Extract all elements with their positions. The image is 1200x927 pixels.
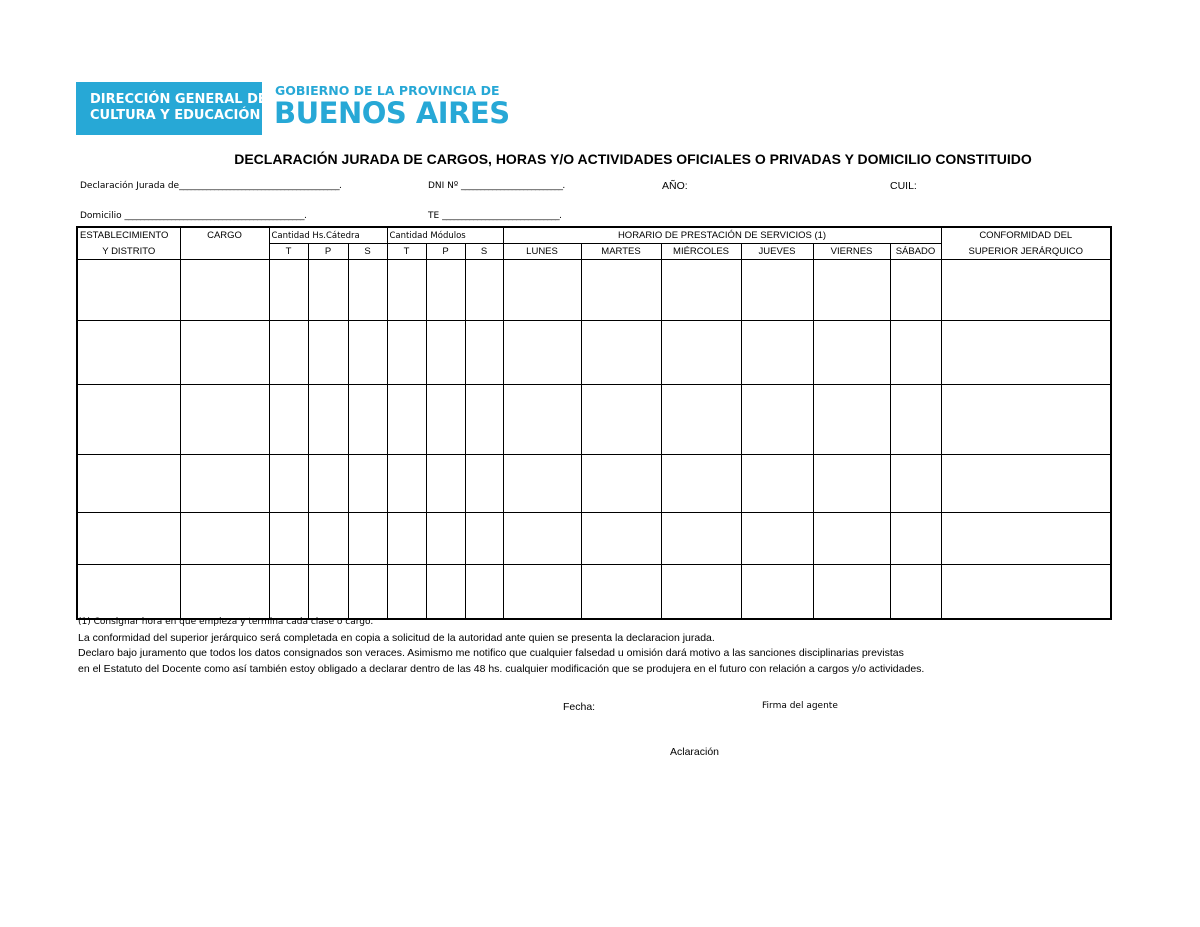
firma-label: Firma del agente <box>762 701 838 711</box>
cell-lunes[interactable] <box>503 513 581 565</box>
cell-martes[interactable] <box>581 260 661 321</box>
cell-hs-s[interactable] <box>348 321 387 385</box>
note-line-2: Declaro bajo juramento que todos los datos consignados son veraces. Asimismo me notifico que cualquier falsedad u omisión dará motivo a las sanciones disciplinarias previstas <box>78 647 904 659</box>
page-title: DECLARACIÓN JURADA DE CARGOS, HORAS Y/O ACTIVIDADES OFICIALES O PRIVADAS Y DOMICILIO CONSTITUIDO <box>234 151 1032 167</box>
cell-cargo[interactable] <box>180 385 269 455</box>
cell-hs-p[interactable] <box>308 321 348 385</box>
cell-hs-t[interactable] <box>269 260 308 321</box>
cell-mod-t[interactable] <box>387 565 426 620</box>
cell-jueves[interactable] <box>741 385 813 455</box>
cell-establecimiento[interactable] <box>77 565 180 620</box>
cell-lunes[interactable] <box>503 385 581 455</box>
header-row-2 <box>77 244 1111 260</box>
day-sabado: SÁBADO <box>890 244 941 260</box>
declaracion-field[interactable] <box>80 181 341 191</box>
col-horario: HORARIO DE PRESTACIÓN DE SERVICIOS (1) <box>503 227 941 244</box>
cell-martes[interactable] <box>581 565 661 620</box>
day-miercoles: MIÉRCOLES <box>661 244 741 260</box>
cell-mod-p[interactable] <box>426 513 465 565</box>
cell-viernes[interactable] <box>813 321 890 385</box>
table-row <box>77 385 1111 455</box>
cell-miercoles[interactable] <box>661 513 741 565</box>
cell-mod-s[interactable] <box>465 260 503 321</box>
cell-lunes[interactable] <box>503 565 581 620</box>
cell-jueves[interactable] <box>741 513 813 565</box>
day-jueves: JUEVES <box>741 244 813 260</box>
cell-viernes[interactable] <box>813 385 890 455</box>
sub-mod-p: P <box>426 244 465 260</box>
cell-mod-s[interactable] <box>465 513 503 565</box>
sub-hs-p: P <box>308 244 348 260</box>
footnote: (1) Consignar hora en que empieza y termina cada clase o cargo. <box>78 617 374 627</box>
cell-hs-t[interactable] <box>269 565 308 620</box>
gob-logo-line: GOBIERNO DE LA PROVINCIA DE <box>275 83 500 98</box>
te-line: ______________________________. <box>442 211 562 221</box>
cell-martes[interactable] <box>581 455 661 513</box>
cell-hs-s[interactable] <box>348 455 387 513</box>
sub-hs-s: S <box>348 244 387 260</box>
note-line-3: en el Estatuto del Docente como así también estoy obligado a declarar dentro de las 48 hs. cualquier modificación que se produjera en el futuro con relación a cargos y/o actividades. <box>78 663 925 675</box>
table-row <box>77 455 1111 513</box>
cell-sabado[interactable] <box>890 260 941 321</box>
buenos-aires-logo: BUENOS AIRES <box>274 96 510 130</box>
cell-mod-s[interactable] <box>465 321 503 385</box>
dni-line: __________________________. <box>461 181 565 191</box>
cell-mod-s[interactable] <box>465 385 503 455</box>
cell-hs-p[interactable] <box>308 513 348 565</box>
cell-viernes[interactable] <box>813 455 890 513</box>
cell-hs-s[interactable] <box>348 513 387 565</box>
cargos-table <box>76 226 1112 620</box>
col-conformidad-l2: SUPERIOR JERÁRQUICO <box>941 244 1111 260</box>
dge-logo-line2: CULTURA Y EDUCACIÓN <box>90 108 261 123</box>
cell-viernes[interactable] <box>813 260 890 321</box>
table-body <box>77 260 1111 620</box>
sub-hs-t: T <box>269 244 308 260</box>
declaracion-label: Declaración Jurada de <box>80 181 180 191</box>
cell-mod-s[interactable] <box>465 565 503 620</box>
cell-hs-p[interactable] <box>308 385 348 455</box>
cell-martes[interactable] <box>581 513 661 565</box>
day-viernes: VIERNES <box>813 244 890 260</box>
dge-logo <box>76 82 267 135</box>
cell-establecimiento[interactable] <box>77 385 180 455</box>
cell-cargo[interactable] <box>180 321 269 385</box>
day-martes: MARTES <box>581 244 661 260</box>
cell-hs-p[interactable] <box>308 455 348 513</box>
cell-hs-p[interactable] <box>308 260 348 321</box>
cell-mod-p[interactable] <box>426 385 465 455</box>
cell-cargo[interactable] <box>180 260 269 321</box>
declaracion-line: _________________________________________. <box>179 181 342 191</box>
col-cargo-l2 <box>180 244 269 260</box>
cell-hs-s[interactable] <box>348 565 387 620</box>
cell-sabado[interactable] <box>890 321 941 385</box>
cell-hs-s[interactable] <box>348 385 387 455</box>
table-row <box>77 565 1111 620</box>
col-modulos: Cantidad Módulos <box>387 227 503 244</box>
cell-conformidad[interactable] <box>941 455 1111 513</box>
cell-sabado[interactable] <box>890 565 941 620</box>
cell-establecimiento[interactable] <box>77 455 180 513</box>
dni-label: DNI Nº <box>428 181 459 191</box>
cell-jueves[interactable] <box>741 455 813 513</box>
cell-conformidad[interactable] <box>941 321 1111 385</box>
cuil-field[interactable]: CUIL: <box>890 180 917 192</box>
cell-mod-p[interactable] <box>426 565 465 620</box>
col-cargo: CARGO <box>180 227 269 244</box>
cell-lunes[interactable] <box>503 455 581 513</box>
sub-mod-t: T <box>387 244 426 260</box>
dni-field[interactable] <box>428 181 565 191</box>
table-row <box>77 513 1111 565</box>
cell-mod-p[interactable] <box>426 455 465 513</box>
domicilio-line: ______________________________________________. <box>124 211 307 221</box>
cell-conformidad[interactable] <box>941 513 1111 565</box>
cell-mod-t[interactable] <box>387 513 426 565</box>
cell-establecimiento[interactable] <box>77 260 180 321</box>
header-row-1 <box>77 227 1111 244</box>
cell-cargo[interactable] <box>180 565 269 620</box>
fecha-label: Fecha: <box>563 701 596 713</box>
cell-hs-s[interactable] <box>348 260 387 321</box>
cell-conformidad[interactable] <box>941 565 1111 620</box>
cell-mod-t[interactable] <box>387 385 426 455</box>
cell-cargo[interactable] <box>180 455 269 513</box>
domicilio-label: Domicilio <box>80 211 122 221</box>
cell-sabado[interactable] <box>890 385 941 455</box>
cell-mod-p[interactable] <box>426 260 465 321</box>
cell-miercoles[interactable] <box>661 565 741 620</box>
cell-miercoles[interactable] <box>661 455 741 513</box>
col-establecimiento: ESTABLECIMIENTO <box>77 227 180 244</box>
sub-mod-s: S <box>465 244 503 260</box>
te-label: TE <box>428 211 440 221</box>
table-row <box>77 321 1111 385</box>
cell-jueves[interactable] <box>741 565 813 620</box>
cell-conformidad[interactable] <box>941 385 1111 455</box>
cell-hs-t[interactable] <box>269 385 308 455</box>
cell-sabado[interactable] <box>890 513 941 565</box>
aclaracion-label: Aclaración <box>670 746 720 758</box>
cell-miercoles[interactable] <box>661 260 741 321</box>
cell-miercoles[interactable] <box>661 385 741 455</box>
cell-hs-t[interactable] <box>269 455 308 513</box>
cell-lunes[interactable] <box>503 321 581 385</box>
note-line-1: La conformidad del superior jerárquico será completada en copia a solicitud de la autoridad ante quien se presenta la declaracion jurada. <box>78 632 715 644</box>
cell-sabado[interactable] <box>890 455 941 513</box>
col-conformidad: CONFORMIDAD DEL <box>941 227 1111 244</box>
cell-jueves[interactable] <box>741 260 813 321</box>
cell-cargo[interactable] <box>180 513 269 565</box>
cell-mod-p[interactable] <box>426 321 465 385</box>
cell-viernes[interactable] <box>813 513 890 565</box>
cell-viernes[interactable] <box>813 565 890 620</box>
table-row <box>77 260 1111 321</box>
cell-mod-t[interactable] <box>387 455 426 513</box>
anio-field[interactable]: AÑO: <box>662 180 688 192</box>
cell-mod-s[interactable] <box>465 455 503 513</box>
cell-establecimiento[interactable] <box>77 513 180 565</box>
cell-miercoles[interactable] <box>661 321 741 385</box>
cell-martes[interactable] <box>581 321 661 385</box>
dge-logo-line1: DIRECCIÓN GENERAL DE <box>90 92 267 107</box>
cell-hs-t[interactable] <box>269 513 308 565</box>
cell-mod-t[interactable] <box>387 321 426 385</box>
cell-jueves[interactable] <box>741 321 813 385</box>
day-lunes: LUNES <box>503 244 581 260</box>
cell-establecimiento[interactable] <box>77 321 180 385</box>
cell-hs-p[interactable] <box>308 565 348 620</box>
domicilio-field[interactable] <box>80 211 306 221</box>
col-hs-catedra: Cantidad Hs.Cátedra <box>269 227 387 244</box>
cell-lunes[interactable] <box>503 260 581 321</box>
col-establecimiento-l2: Y DISTRITO <box>77 244 180 260</box>
cell-conformidad[interactable] <box>941 260 1111 321</box>
te-field[interactable] <box>428 211 561 221</box>
cell-mod-t[interactable] <box>387 260 426 321</box>
cell-martes[interactable] <box>581 385 661 455</box>
cell-hs-t[interactable] <box>269 321 308 385</box>
